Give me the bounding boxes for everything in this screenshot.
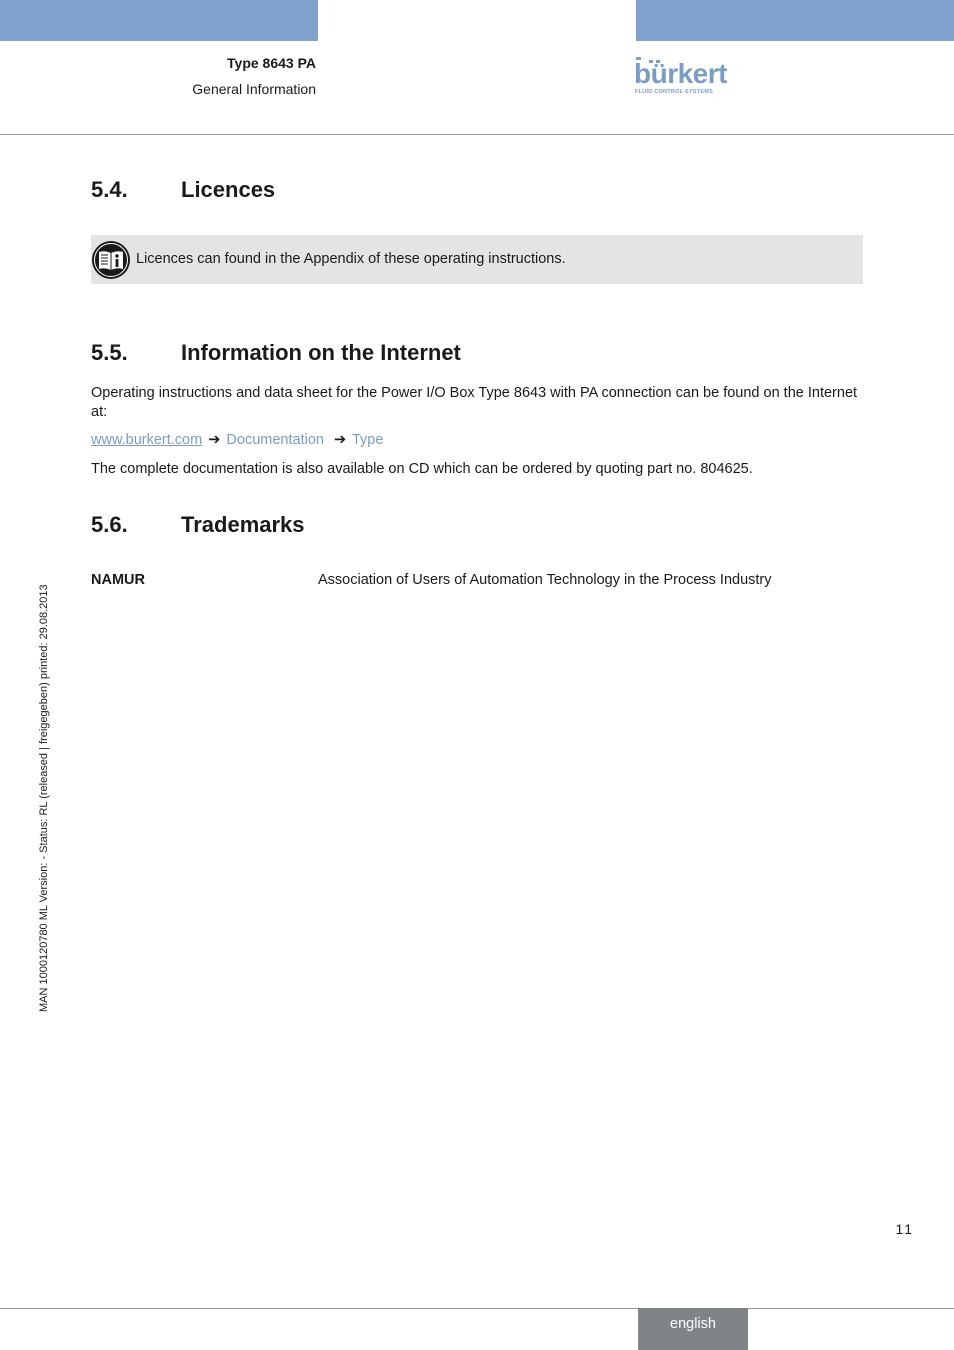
arrow-right-icon: ➔ [208,432,221,448]
logo-brand-text: bürkert [634,58,727,89]
logo-tagline: FLUID CONTROL SYSTEMS [635,89,714,95]
chapter-title: General Information [192,81,316,97]
document-control-sidebar: MAN 1000120780 ML Version: - Status: RL (released | freigegeben) printed: 29.08.2013 [38,584,50,1012]
trademark-term: NAMUR [91,572,145,588]
heading-number: 5.4. [91,177,128,202]
heading-licences [91,177,275,203]
header-divider [0,134,954,135]
type-link[interactable]: Type [351,432,384,448]
heading-number: 5.6. [91,512,128,537]
heading-internet [91,340,461,366]
website-link[interactable]: www.burkert.com [91,432,203,448]
heading-number: 5.5. [91,340,128,365]
page-number: 11 [895,1221,914,1237]
footer-divider [0,1308,954,1309]
document-type: Type 8643 PA [227,55,316,71]
link-path [91,432,383,448]
info-note-text: Licences can found in the Appendix of these operating instructions. [136,251,566,267]
cd-note: The complete documentation is also available on CD which can be ordered by quoting part no. 804625. [91,461,753,477]
internet-paragraph: Operating instructions and data sheet for the Power I/O Box Type 8643 with PA connection can be found on the Internet at: [91,385,858,420]
info-book-icon [91,240,131,280]
trademark-description: Association of Users of Automation Technology in the Process Industry [318,572,772,588]
heading-trademarks [91,512,305,538]
heading-title: Information on the Internet [181,340,461,365]
header-bar-right [636,0,954,41]
documentation-link[interactable]: Documentation [226,432,324,448]
heading-title: Licences [181,177,276,202]
info-note-box [91,235,863,284]
burkert-logo [634,56,734,96]
header-bar-left [0,0,318,41]
language-tab: english [638,1308,748,1350]
heading-title: Trademarks [181,512,305,537]
arrow-right-icon: ➔ [334,432,347,448]
